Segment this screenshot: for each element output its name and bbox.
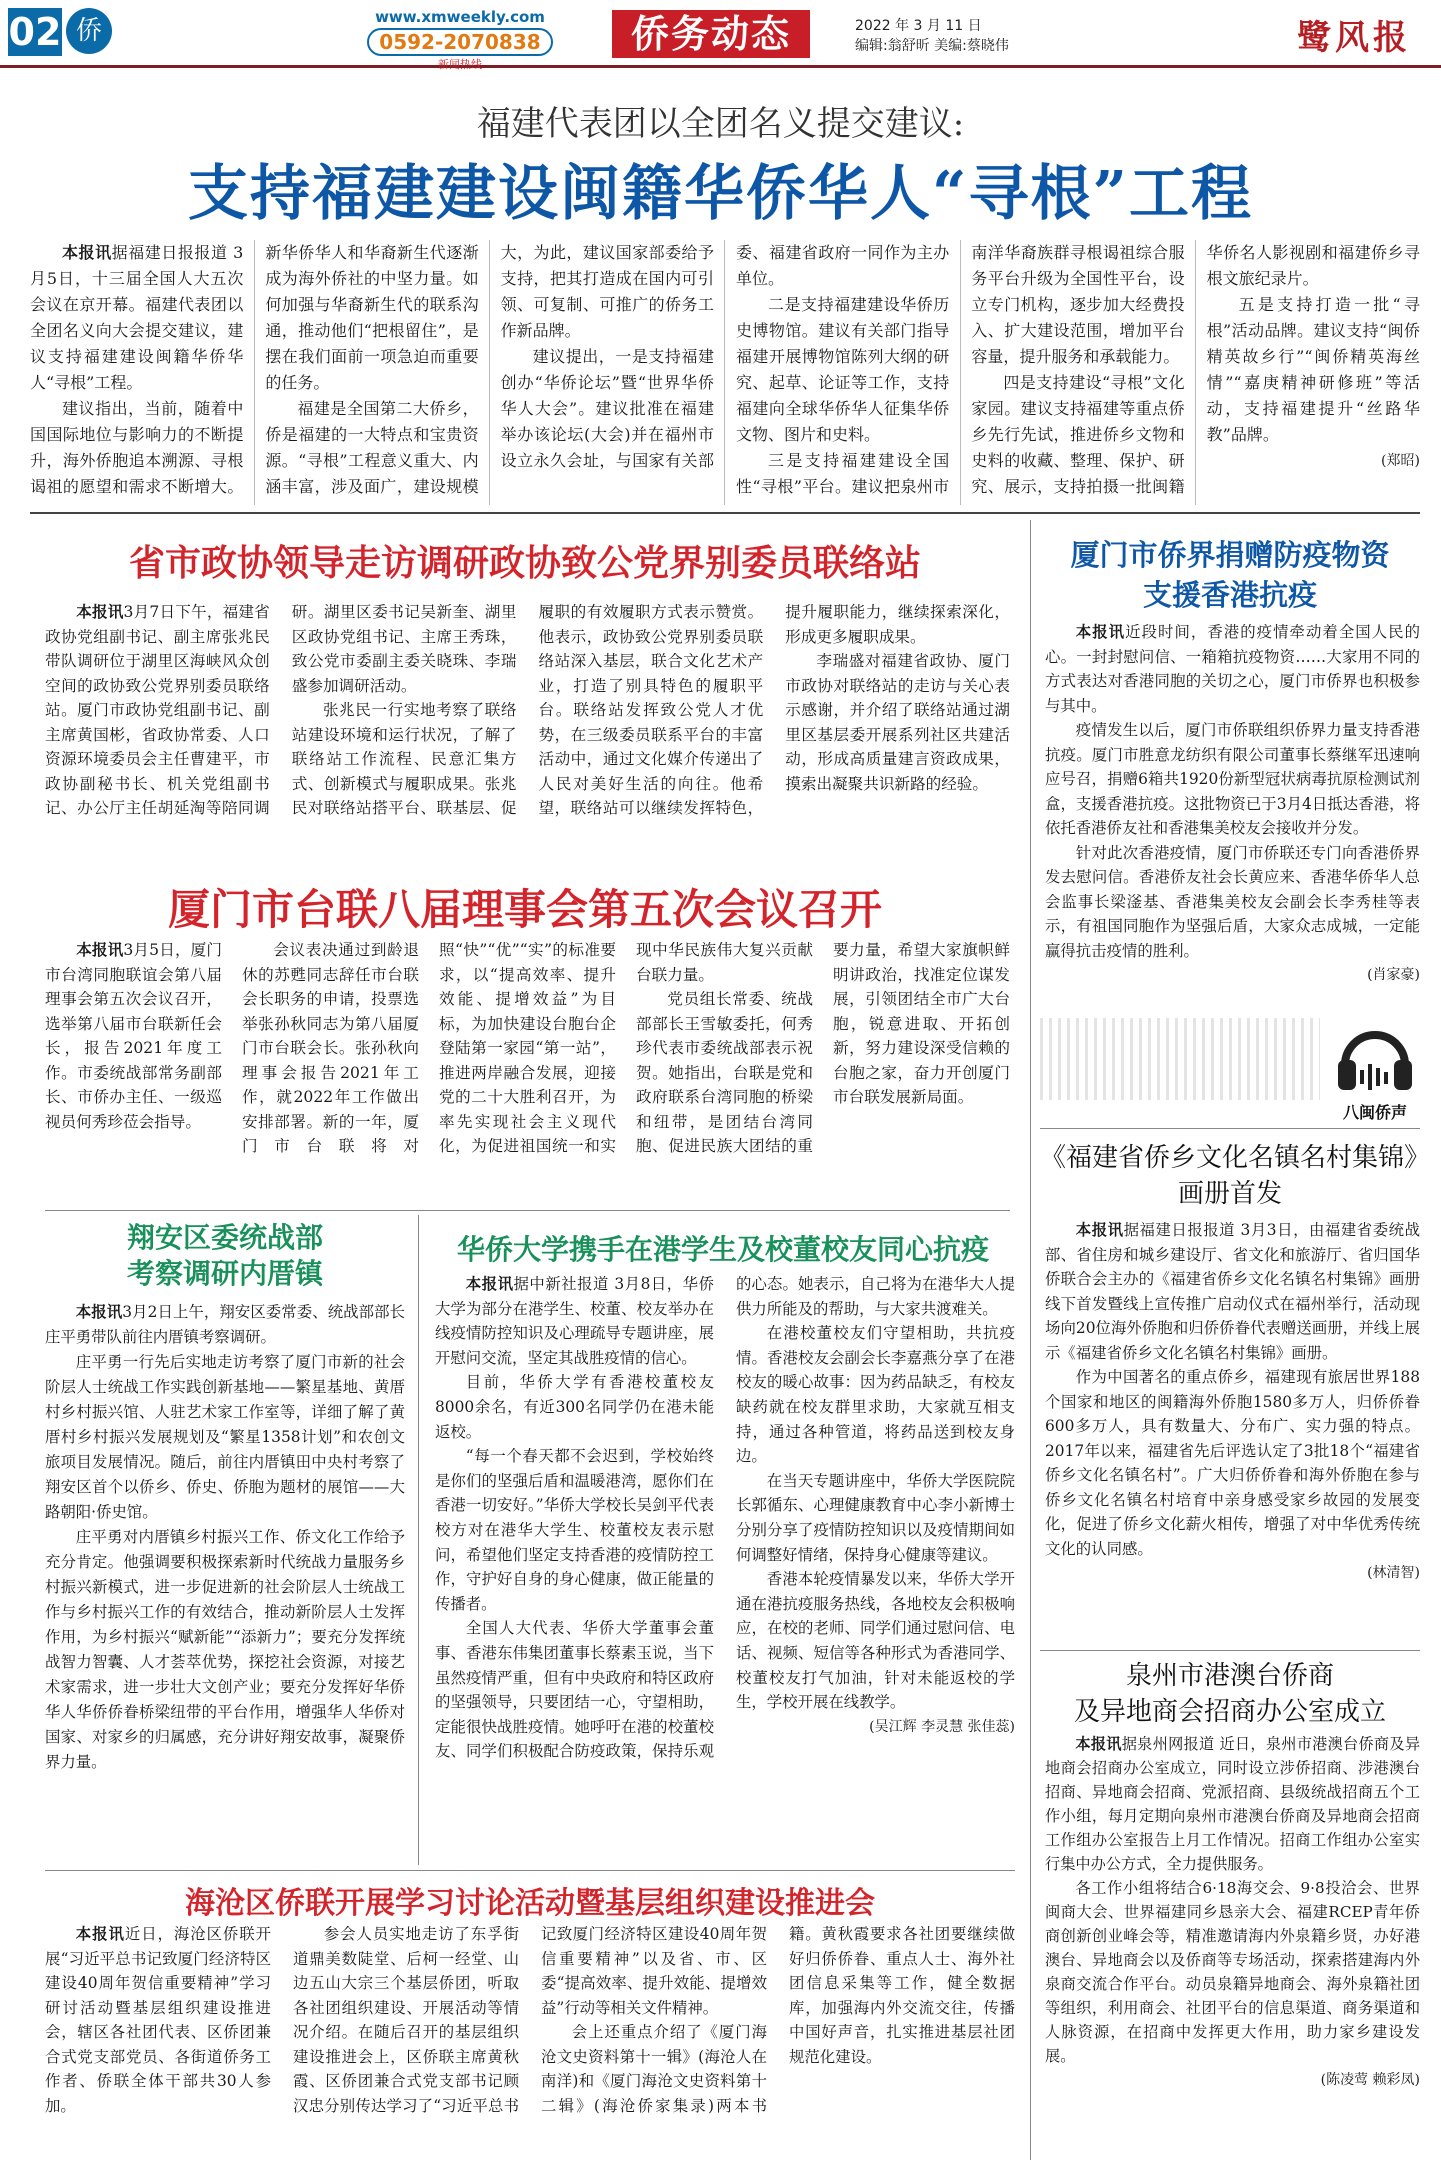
xiangan-article-body (45, 1300, 405, 1860)
byline: (吴江辉 李灵慧 张佳蕊) (869, 1718, 1015, 1735)
donation-paragraph: 近段时间，香港的疫情牵动着全国人民的心。一封封慰问信、一箱箱抗疫物资……大家用不同的方式表达对香港同胞的关切之心，厦门市侨界也积极参与其中。 (1045, 623, 1420, 715)
haicang-article-body (45, 1922, 1015, 2160)
taiwan-paragraph: 3月5日，厦门市台湾同胞联谊会第八届理事会第五次会议召开，选举第八届市台联新任会长，报告2021年度工作。市委统战部常务副部长、市侨办主任、一级巡视员何秀珍莅会指导。 (45, 941, 222, 1131)
article-tag: 本报讯 (75, 1303, 123, 1321)
album-paragraph: 作为中国著名的重点侨乡，福建现有旅居世界188个国家和地区的闽籍海外侨胞1580多万人，归侨侨眷600多万人，具有数量大、分布广、实力强的特点。2017年以来，福建省先后评选认定了3批18个“福建省侨乡文化名镇名村”。广大归侨侨眷和海外侨胞在参与侨乡文化名镇名村培育中亲身感受家乡故园的发展变化，促进了侨乡文化薪火相传，增强了对中华优秀传统文化的认同感。 (1045, 1368, 1420, 1558)
article-tag: 本报讯 (1075, 623, 1126, 641)
donation-article-body (1045, 620, 1420, 1005)
lead-paragraph: 建议指出，当前，随着中国国际地位与影响力的不断提升，海外侨胞追本溯源、寻根谒祖的愿望和需求不断增大。新华侨华人和华裔新生代逐渐成为海外侨社的中坚力量。如何加强与华裔新生代的联系沟通，推动他们“把根留住”，是摆在我们面前一项急迫而重要的任务。 (30, 243, 479, 496)
hqu-paragraph: 在港校董校友们守望相助，共抗疫情。香港校友会副会长李嘉燕分享了在港校友的暖心故事：因为药品缺乏，有校友缺药就在校友群里求助，大家就互相支持，通过各种管道，将药品送到校友身边。 (736, 1324, 1015, 1466)
column-divider (418, 1215, 419, 1865)
hotline-phone: 0592-2070838 (367, 28, 552, 56)
article-tag: 本报讯 (1075, 1221, 1124, 1239)
donation-paragraph: 疫情发生以后，厦门市侨联组织侨界力量支持香港抗疫。厦门市胜意龙纺织有限公司董事长蔡继军迅速响应号召，捐赠6箱共1920份新型冠状病毒抗原检测试剂盒，支援香港抗疫。这批物资已于3月4日抵达香港，将依托香港侨友社和香港集美校友会接收并分发。 (1045, 721, 1420, 837)
quanzhou-headline-line1: 泉州市港澳台侨商 (1125, 1661, 1334, 1691)
xiangan-paragraph: 庄平勇一行先后实地走访考察了厦门市新的社会阶层人士统战工作实践创新基地——繁星基地、黄厝村乡村振兴馆、人驻艺术家工作室等，详细了解了黄厝村乡村振兴发展规划及“繁星1358计划”和农创文旅项目发展情况。随后，前往内厝镇田中央村考察了翔安区首个以侨乡、侨史、侨胞为题材的展馆——大路朝阳·侨史馆。 (45, 1353, 405, 1521)
editor-credits: 编辑:翁舒昕 美编:蔡晓伟 (855, 38, 1009, 54)
quanzhou-article-body (1045, 1732, 1420, 2162)
quanzhou-headline (1040, 1658, 1420, 1730)
taiwan-article-body (45, 938, 1010, 1200)
article-tag: 本报讯 (62, 243, 112, 262)
hqu-paragraph: 全国人大代表、华侨大学董事会董事、香港东伟集团董事长蔡素玉说，当下虽然疫情严重，但有中央政府和特区政府的坚强领导，只要团结一心，守望相助，定能很快战胜疫情。她呼吁在港的校董校友、同学们积极配合防疫政策，保持乐观的心态。她表示，自己将为在港华大人提供力所能及的帮助，与大家共渡难关。 (435, 1275, 1015, 1761)
donation-paragraph: 针对此次香港疫情，厦门市侨联还专门向香港侨界发去慰问信。香港侨友社会长黄应来、香港华侨华人总会监事长梁滏基、香港集美校友会副会长李秀桂等表示，有祖国同胞作为坚强后盾，大家众志成城，一定能赢得抗击疫情的胜利。 (1045, 843, 1420, 960)
lead-paragraph: 福建是全国第二大侨乡，侨是福建的一大特点和宝贵资源。“寻根”工程意义重大、内涵丰富，涉及面广，建设规模大，为此，建议国家部委给予支持，把其打造成在国内可引领、可复制、可推广的侨务工作新品牌。 (265, 243, 714, 496)
cppcc-paragraph: 张兆民一行实地考察了联络站建设环境和运行状况，了解了联络站工作流程、民意汇集方式、创新模式与履职成果。张兆民对联络站搭平台、联基层、促履职的有效履职方式表示赞赏。他表示，政协致公党界别委员联络站深入基层，联合文化艺术产业，打造了别具特色的履职平台。联络站发挥致公党人才优势，在三级委员联系平台的丰富活动中，通过文化媒介传递出了人民对美好生活的向往。他希望，联络站可以继续发挥特色，提升履职能力，继续探索深化，形成更多履职成果。 (291, 603, 1010, 817)
lead-paragraph: 二是支持福建建设华侨历史博物馆。建议有关部门指导福建开展博物馆陈列大纲的研究、起草、论证等工作，支持福建向全球华侨华人征集华侨文物、图片和史料。 (735, 295, 950, 444)
quanzhou-paragraph: 据泉州网报道 近日，泉州市港澳台侨商及异地商会招商办公室成立，同时设立涉侨招商、涉港澳台招商、异地商会招商、党派招商、县级统战招商五个工作小组，每月定期向泉州市港澳台侨商及异地商会招商工作组办公室报告上月工作情况。招商工作组办公室实行集中办公方式，全力提供服务。 (1045, 1735, 1421, 1873)
column-divider (1030, 520, 1031, 2160)
cppcc-article-body (45, 600, 1010, 860)
donation-headline-line2: 支援香港抗疫 (1142, 578, 1317, 612)
hqu-paragraph: 在当天专题讲座中，华侨大学医院院长郭循东、心理健康教育中心李小新博士分别分享了疫情防控知识以及疫情期间如何调整好情绪，保持身心健康等建议。 (736, 1471, 1015, 1564)
hqu-paragraph: 香港本轮疫情暴发以来，华侨大学开通在港抗疫服务热线，各地校友会积极响应，在校的老师、同学们通过慰问信、电话、视频、短信等各种形式为香港同学、校董校友打气加油，针对未能返校的学生，学校开展在线教学。 (736, 1570, 1015, 1712)
article-tag: 本报讯 (1075, 1735, 1122, 1753)
byline: (郑昭) (1381, 453, 1420, 469)
byline: (陈凌莺 赖彩凤) (1320, 2072, 1420, 2088)
lead-paragraph: 建议提出，一是支持福建创办“华侨论坛”暨“世界华侨华人大会”。建议批准在福建举办该论坛(大会)并在福州市设立永久会址，与国家有关部委、福建省政府一同作为主办单位。 (500, 243, 950, 470)
lead-paragraph: 据福建日报报道 3月5日，十三届全国人大五次会议在京开幕。福建代表团以全团名义向大会提交建议，建议支持福建建设闽籍华侨华人“寻根”工程。 (30, 243, 244, 392)
taiwan-headline: 厦门市台联八届理事会第五次会议召开 (167, 885, 882, 934)
hqu-article-body (435, 1272, 1015, 1860)
haicang-paragraph: 会上还重点介绍了《厦门海沧文史资料第十一辑》(海沧人在南洋)和《厦门海沧文史资料第十二辑》(海沧侨家集录)两本书籍。黄秋霞要求各社团要继续做好归侨侨眷、重点人士、海外社团信息采集等工作，健全数据库，加强海内外交流交往，传播中国好声音，扎实推进基层社团规范化建设。 (541, 1925, 1015, 2115)
album-article-body (1045, 1218, 1420, 1648)
issue-date: 2022 年 3 月 11 日 (855, 18, 982, 34)
xiangan-headline (45, 1220, 405, 1292)
donation-headline (1040, 535, 1420, 615)
issue-info (855, 16, 1009, 56)
lead-headline: 支持福建建设闽籍华侨华人“寻根”工程 (187, 159, 1254, 229)
xiangan-paragraph: 3月2日上午，翔安区委常委、统战部部长庄平勇带队前往内厝镇考察调研。 (45, 1303, 405, 1346)
lead-paragraph: 四是支持建设“寻根”文化家园。建议支持福建等重点侨乡先行先试，推进侨乡文物和史料的收藏、整理、保护、研究、展示，支持拍摄一批闽籍华侨名人影视剧和福建侨乡寻根文旅纪录片。 (971, 243, 1420, 496)
hqu-paragraph: 据中新社报道 3月8日，华侨大学为部分在港学生、校董、校友举办在线疫情防控知识及心理疏导专题讲座，展开慰问交流，坚定其战胜疫情的信心。 (435, 1275, 714, 1367)
haicang-headline: 海沧区侨联开展学习讨论活动暨基层组织建设推进会 (185, 1886, 875, 1921)
xiangan-headline-line2: 考察调研内厝镇 (126, 1257, 323, 1290)
article-tag: 本报讯 (75, 1925, 125, 1943)
column-label: 八闽侨声 (1342, 1103, 1407, 1122)
masthead (0, 0, 1441, 71)
taiwan-paragraph: 会议表决通过到龄退休的苏甦同志辞任市台联会长职务的申请，投票选举张孙秋同志为第八届厦门市台联会长。张孙秋向理事会报告2021年工作，就2022年工作做出安排部署。新的一年，厦门市台联将对照“快”“优”“实”的标准要求，以“提高效率、提升效能、提增效益”为目标，为加快建设台胞台企登陆第一家园“第一站”，推进两岸融合发展，迎接党的二十大胜利召开，为率先实现社会主义现代化，为促进祖国统一和实现中华民族伟大复兴贡献台联力量。 (242, 941, 813, 1155)
hqu-paragraph: “每一个春天都不会迟到，学校始终是你们的坚强后盾和温暖港湾，愿你们在香港一切安好。”华侨大学校长吴剑平代表校方对在港华大学生、校董校友表示慰问，希望他们坚定支持香港的疫情防控工作，守护好自身的身心健康，做正能量的传播者。 (435, 1447, 714, 1613)
cppcc-headline: 省市政协领导走访调研政协致公党界别委员联络站 (128, 542, 921, 584)
divider (30, 512, 1420, 514)
hqu-headline: 华侨大学携手在港学生及校董校友同心抗疫 (456, 1233, 989, 1266)
album-paragraph: 据福建日报报道 3月3日，由福建省委统战部、省住房和城乡建设厅、省文化和旅游厅、省归国华侨联合会主办的《福建省侨乡文化名镇名村集锦》画册线下首发暨线上宣传推广启动仪式在福州举行，活动现场向20位海外侨胞和归侨侨眷代表赠送画册，并线上展示《福建省侨乡文化名镇名村集锦》画册。 (1045, 1221, 1420, 1362)
section-title: 侨务动态 (612, 10, 810, 58)
page-number: 02 (8, 10, 62, 54)
divider (45, 1870, 1015, 1871)
hqu-paragraph: 目前，华侨大学有香港校董校友8000余名，有近300名同学仍在港未能返校。 (435, 1373, 714, 1441)
section-badge: 侨 (66, 8, 112, 54)
hotline-label: 新闻热线 (438, 58, 482, 71)
decorative-pattern (1040, 1018, 1320, 1100)
lead-paragraph: 三是支持福建建设全国性“寻根”平台。建议把泉州市南洋华裔族群寻根谒祖综合服务平台升级为全国性平台，设立专门机构，逐步加大经费投入、扩大建设范围，增加平台容量，提升服务和承载能力。 (735, 243, 1185, 496)
album-headline-line2: 画册首发 (1177, 1179, 1282, 1209)
byline: (林清智) (1367, 1565, 1420, 1581)
lead-kicker: 福建代表团以全团名义提交建议: (476, 104, 965, 144)
haicang-paragraph: 近日，海沧区侨联开展“习近平总书记致厦门经济特区建设40周年贺信重要精神”学习研讨活动暨基层组织建设推进会，辖区各社团代表、区侨团兼合式党支部党员、各街道侨务工作者、侨联全体干部共30人参加。 (45, 1925, 271, 2115)
headphones-icon (1330, 1010, 1420, 1100)
donation-headline-line1: 厦门市侨界捐赠防疫物资 (1070, 538, 1390, 572)
paper-name: 鹭风报 (1297, 18, 1411, 58)
cppcc-paragraph: 3月7日下午，福建省政协党组副书记、副主席张兆民带队调研位于湖里区海峡风众创空间的政协致公党界别委员联络站。厦门市政协党组副书记、副主席黄国彬，省政协常委、人口资源环境委员会主任曹建平，市政协副秘书长、机关党组副书记、办公厅主任胡延淘等陪同调研。湖里区委书记吴新奎、湖里区政协党组书记、主席王秀珠，致公党市委副主委关晓珠、李瑞盛参加调研活动。 (45, 603, 517, 817)
xiangan-headline-line1: 翔安区委统战部 (126, 1221, 323, 1254)
divider (1040, 1650, 1420, 1651)
lead-paragraph: 五是支持打造一批“寻根”活动品牌。建议支持“闽侨精英故乡行”“闽侨精英海丝情”“嘉庚精神研修班”等活动，支持福建提升“丝路华教”品牌。 (1206, 295, 1420, 444)
byline: (肖家豪) (1367, 967, 1420, 983)
quanzhou-paragraph: 各工作小组将结合6·18海交会、9·8投洽会、世界闽商大会、世界福建同乡恳亲大会、福建RCEP青年侨商创新创业峰会等，精准邀请海内外泉籍乡贤，办好港澳台、异地商会以及侨商等专场活动，探索搭建海内外泉商交流合作平台。动员泉籍异地商会、海外泉籍社团等组织，利用商会、社团平台的信息渠道、商务渠道和人脉资源，在招商中发挥更大作用，助力家乡建设发展。 (1045, 1879, 1420, 2065)
divider (45, 1210, 1010, 1211)
taiwan-paragraph: 党员组长常委、统战部部长王雪敏委托，何秀珍代表市委统战部表示祝贺。她指出，台联是党和政府联系台湾同胞的桥梁和纽带，是团结台湾同胞、促进民族大团结的重要力量，希望大家旗帜鲜明讲政治，找准定位谋发展，引领团结全市广大台胞，锐意进取、开拓创新，努力建设深受信赖的台胞之家，奋力开创厦门市台联发展新局面。 (636, 941, 1010, 1155)
article-tag: 本报讯 (76, 940, 124, 959)
website-url[interactable]: www.xmweekly.com (375, 8, 545, 26)
cppcc-paragraph: 李瑞盛对福建省政协、厦门市政协对联络站的走访与关心表示感谢，并介绍了联络站通过湖里区基层委开展系列社区共建活动，形成高质量建言资政成果，摸索出凝聚共识新路的经验。 (785, 652, 1010, 793)
haicang-paragraph: 参会人员实地走访了东孚街道鼎美数陡堂、后柯一经堂、山边五山大宗三个基层侨团，听取各社团组织建设、开展活动等情况介绍。在随后召开的基层组织建设推进会上，区侨联主席黄秋霞、区侨团兼合式党支部书记顾汉忠分别传达学习了“习近平总书记致厦门经济特区建设40周年贺信重要精神”以及省、市、区委“提高效率、提升效能、提增效益”行动等相关文件精神。 (293, 1925, 767, 2115)
album-headline-line1: 《福建省侨乡文化名镇名村集锦》 (1040, 1143, 1431, 1173)
article-tag: 本报讯 (465, 1275, 514, 1293)
album-headline (1040, 1140, 1431, 1212)
xiangan-paragraph: 庄平勇对内厝镇乡村振兴工作、侨文化工作给予充分肯定。他强调要积极探索新时代统战力量服务乡村振兴新模式，进一步促进新的社会阶层人士统战工作与乡村振兴工作的有效结合，推动新阶层人士发挥作用，为乡村振兴“赋新能”“添新力”；要充分发挥统战智力智囊、人才荟萃优势，探挖社会资源，对接艺术家需求，进一步壮大文创产业；要充分发挥好华侨华人华侨侨眷桥梁纽带的平台作用，增强华人华侨对国家、对家乡的归属感，充分讲好翔安故事，凝聚侨界力量。 (45, 1528, 405, 1771)
divider (1040, 1128, 1420, 1129)
lead-article-body (30, 240, 1420, 505)
article-tag: 本报讯 (76, 602, 124, 621)
weekly-logo (330, 8, 590, 71)
quanzhou-headline-line2: 及异地商会招商办公室成立 (1073, 1697, 1386, 1727)
